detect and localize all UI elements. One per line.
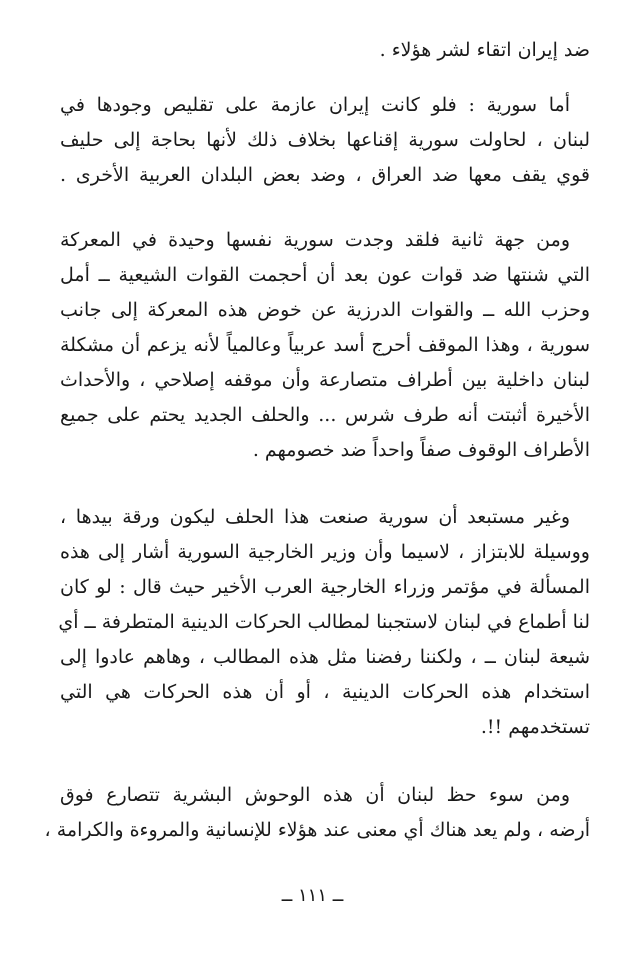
text-line: لبنان داخلية بين أطراف متصارعة وأن موقفه إصلاحي ، والأحداث bbox=[60, 369, 590, 391]
text-line: ومن سوء حظ لبنان أن هذه الوحوش البشرية تتصارع فوق bbox=[60, 784, 570, 806]
text-line: المسألة في مؤتمر وزراء الخارجية العرب الأخير حيث قال : لو كان bbox=[60, 576, 590, 598]
text-line: أرضه ، ولم يعد هناك أي معنى عند هؤلاء للإنسانية والمروءة والكرامة ، bbox=[44, 819, 590, 841]
text-line: استخدام هذه الحركات الدينية ، أو أن هذه الحركات هي التي bbox=[60, 681, 590, 703]
text-line: الأطراف الوقوف صفاً واحداً ضد خصومهم . bbox=[252, 439, 590, 461]
text-line: أما سورية : فلو كانت إيران عازمة على تقليص وجودها في bbox=[60, 94, 570, 116]
text-line: لنا أطماع في لبنان لاستجبنا لمطالب الحركات الدينية المتطرفة ــ أي bbox=[58, 611, 590, 633]
text-line: لبنان ، لحاولت سورية إقناعها بخلاف ذلك لأنها بحاجة إلى حليف bbox=[60, 129, 590, 151]
page-number: ــ ١١١ ــ bbox=[281, 885, 344, 906]
text-line: الأخيرة أثبتت أنه طرف شرس ... والحلف الجديد يحتم على جميع bbox=[60, 404, 590, 426]
text-line: قوي يقف معها ضد العراق ، وضد بعض البلدان العربية الأخرى . bbox=[60, 164, 590, 186]
text-line: تستخدمهم !!. bbox=[480, 716, 590, 738]
text-line: شيعة لبنان ــ ، ولكننا رفضنا مثل هذه المطالب ، وهاهم عادوا إلى bbox=[60, 646, 590, 668]
text-line: ووسيلة للابتزاز ، لاسيما وأن وزير الخارجية السورية أشار إلى هذه bbox=[60, 541, 590, 563]
text-line: التي شنتها ضد قوات عون بعد أن أحجمت القوات الشيعية ــ أمل bbox=[60, 264, 590, 286]
text-line: ضد إيران اتقاء لشر هؤلاء . bbox=[379, 39, 590, 61]
text-line: وغير مستبعد أن سورية صنعت هذا الحلف ليكون ورقة بيدها ، bbox=[60, 506, 570, 528]
text-line: وحزب الله ــ والقوات الدرزية عن خوض هذه المعركة إلى جانب bbox=[60, 299, 590, 321]
text-line: سورية ، وهذا الموقف أحرج أسد عربياً وعالمياً لأنه يزعم أن مشكلة bbox=[60, 334, 590, 356]
text-line: ومن جهة ثانية فلقد وجدت سورية نفسها وحيدة في المعركة bbox=[60, 229, 570, 251]
